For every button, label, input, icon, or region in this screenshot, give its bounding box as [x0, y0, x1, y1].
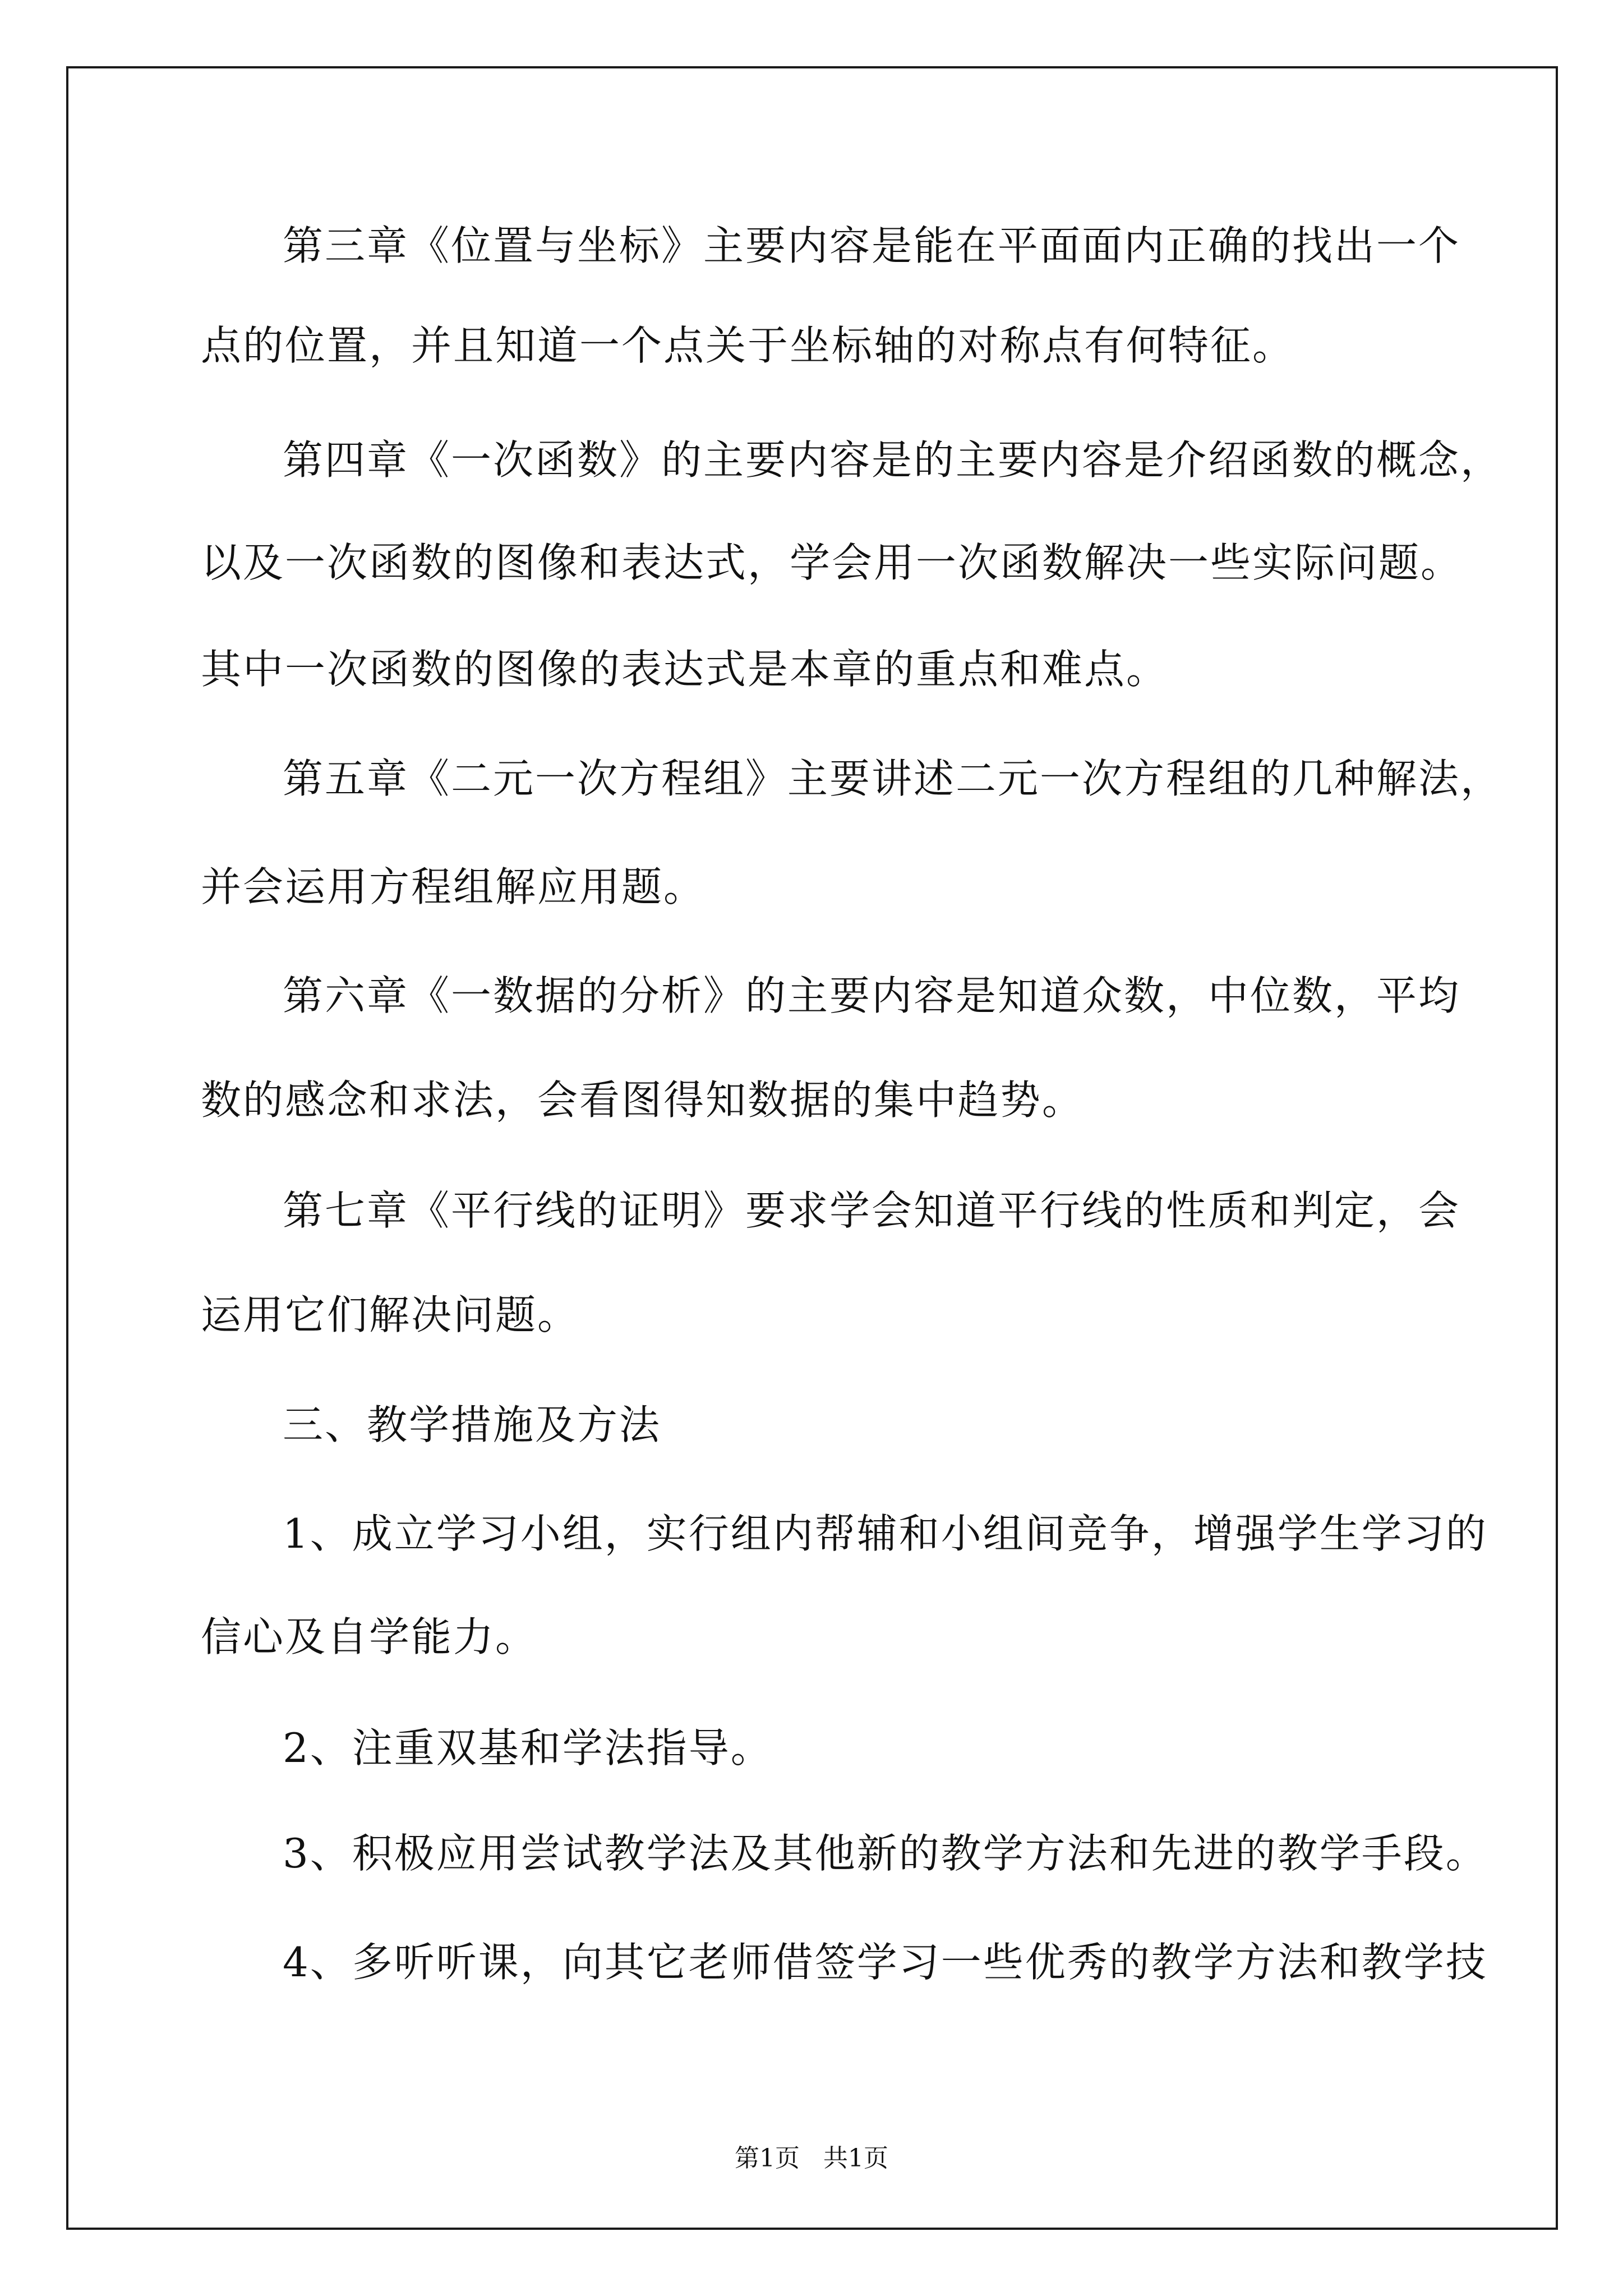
text-line: 运用它们解决问题。 [201, 1291, 580, 1338]
text-line: 其中一次函数的图像的表达式是本章的重点和难点。 [201, 646, 1169, 693]
text-line: 数的感念和求法，会看图得知数据的集中趋势。 [201, 1076, 1085, 1124]
text-line: 第六章《一数据的分析》的主要内容是知道众数，中位数，平均 [283, 972, 1461, 1019]
section-heading: 三、教学措施及方法 [283, 1401, 662, 1448]
text-line: 第三章《位置与坐标》主要内容是能在平面面内正确的找出一个 [283, 222, 1461, 269]
text-line: 1、成立学习小组，实行组内帮辅和小组间竞争，增强学生学习的 [283, 1510, 1488, 1557]
text-line: 第七章《平行线的证明》要求学会知道平行线的性质和判定，会 [283, 1187, 1461, 1234]
text-line: 2、注重双基和学法指导。 [283, 1724, 773, 1772]
text-line: 以及一次函数的图像和表达式，学会用一次函数解决一些实际问题。 [201, 539, 1463, 586]
text-line: 点的位置，并且知道一个点关于坐标轴的对称点有何特征。 [201, 322, 1295, 369]
text-line: 第四章《一次函数》的主要内容是的主要内容是介绍函数的概念， [283, 436, 1503, 484]
text-line: 信心及自学能力。 [201, 1613, 538, 1660]
text-line: 4、多听听课，向其它老师借签学习一些优秀的教学方法和教学技 [283, 1939, 1488, 1986]
text-line: 并会运用方程组解应用题。 [201, 863, 706, 910]
text-line: 3、积极应用尝试教学法及其他新的教学方法和先进的教学手段。 [283, 1830, 1488, 1877]
page-footer: 第1页 共1页 [735, 2144, 888, 2173]
text-line: 第五章《二元一次方程组》主要讲述二元一次方程组的几种解法， [283, 755, 1503, 802]
